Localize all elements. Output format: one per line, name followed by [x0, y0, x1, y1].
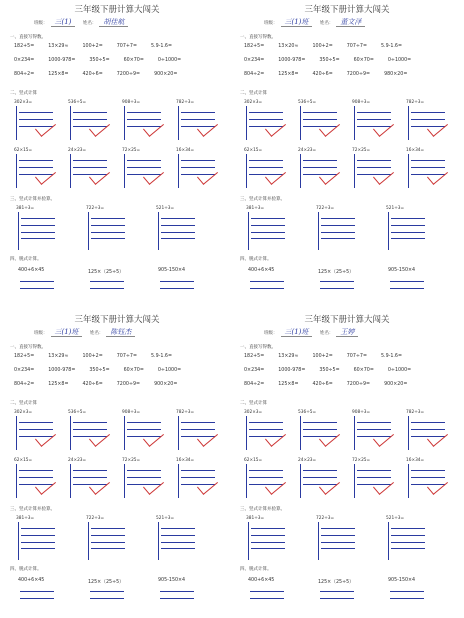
- handwritten-working: [88, 212, 129, 250]
- worksheet: [234, 310, 460, 610]
- vertical-question: 62×15=: [14, 148, 33, 153]
- handwritten-working: [318, 522, 359, 560]
- check-question: 521÷3=: [386, 206, 405, 211]
- section-heading: 一、直接写得数。: [10, 35, 46, 40]
- handwritten-working: [388, 275, 428, 295]
- section-heading: 一、直接写得数。: [10, 345, 46, 350]
- oral-row: [244, 382, 421, 387]
- oral-row: [244, 44, 416, 49]
- oral-question: 420÷6=: [82, 72, 103, 77]
- vertical-question: 16×34=: [176, 458, 195, 463]
- name-label: 姓名：: [319, 21, 334, 26]
- worksheet-title: 三年级下册计算大闯关: [74, 5, 160, 15]
- vertical-question: 16×34=: [406, 148, 425, 153]
- section-heading: 二、竖式计算: [240, 401, 267, 406]
- oral-question: 5.9-1.6=: [381, 354, 403, 359]
- handwritten-working: [388, 522, 429, 560]
- oral-question: 0×234=: [244, 368, 265, 373]
- vertical-question: 24×23=: [68, 458, 87, 463]
- oral-row: [14, 72, 191, 77]
- oral-question: 182+5=: [14, 354, 35, 359]
- handwritten-working: [248, 522, 289, 560]
- oral-question: 0×234=: [14, 58, 35, 63]
- oral-question: 900×20=: [384, 382, 408, 387]
- oral-question: 707÷7=: [116, 354, 137, 359]
- vertical-question: 908÷3=: [122, 410, 141, 415]
- mixed-question: 905-150×4: [388, 578, 416, 583]
- handwritten-working: [248, 585, 288, 605]
- handwritten-working: [18, 275, 58, 295]
- oral-question: 804÷2=: [244, 72, 265, 77]
- name-handwriting: 胡佳航: [99, 18, 128, 27]
- class-label: 班级：: [264, 331, 278, 336]
- vertical-question: 72×25=: [122, 458, 141, 463]
- vertical-question: 24×23=: [68, 148, 87, 153]
- vertical-question: 302×3=: [14, 410, 33, 415]
- name-label: 姓名：: [89, 331, 104, 336]
- handwritten-working: [318, 212, 359, 250]
- vertical-question: 302×3=: [14, 100, 33, 105]
- name-row: [264, 327, 364, 337]
- vertical-question: 72×25=: [352, 148, 371, 153]
- handwritten-working: [318, 585, 358, 605]
- check-question: 722÷3=: [86, 206, 105, 211]
- oral-question: 1000-978=: [48, 368, 76, 373]
- check-question: 722÷3=: [86, 516, 105, 521]
- class-label: 班级：: [34, 21, 48, 26]
- name-handwriting: 陈钰杰: [106, 328, 135, 337]
- handwritten-working: [18, 212, 59, 250]
- oral-question: 182+5=: [244, 44, 265, 49]
- vertical-question: 16×34=: [176, 148, 195, 153]
- oral-question: 0÷1000=: [157, 368, 182, 373]
- oral-question: 5.9-1.6=: [151, 44, 173, 49]
- handwritten-working: [318, 275, 358, 295]
- oral-question: 60×70=: [123, 368, 144, 373]
- section-heading: 二、竖式计算: [10, 91, 37, 96]
- handwritten-working: [388, 585, 428, 605]
- vertical-question: 62×15=: [14, 458, 33, 463]
- vertical-question: 536÷5=: [68, 410, 87, 415]
- handwritten-working: [388, 212, 429, 250]
- name-label: 姓名：: [82, 21, 97, 26]
- oral-question: 0÷1000=: [387, 58, 412, 63]
- name-row: [34, 327, 141, 337]
- section-heading: 三、竖式计算并验算。: [10, 507, 55, 512]
- vertical-question: 72×25=: [352, 458, 371, 463]
- oral-question: 125×8=: [48, 72, 69, 77]
- oral-question: 350÷5=: [89, 58, 110, 63]
- check-question: 521÷3=: [386, 516, 405, 521]
- check-question: 381÷3=: [16, 516, 35, 521]
- oral-question: 0×234=: [14, 368, 35, 373]
- handwritten-working: [248, 275, 288, 295]
- vertical-question: 72×25=: [122, 148, 141, 153]
- vertical-question: 536÷5=: [68, 100, 87, 105]
- oral-question: 1000-978=: [48, 58, 76, 63]
- oral-question: 5.9-1.6=: [151, 354, 173, 359]
- check-question: 521÷3=: [156, 206, 175, 211]
- handwritten-working: [88, 585, 128, 605]
- oral-row: [14, 368, 195, 373]
- oral-row: [14, 58, 195, 63]
- oral-question: 350÷5=: [319, 58, 340, 63]
- oral-question: 13×29≈: [48, 354, 69, 359]
- oral-row: [14, 382, 191, 387]
- oral-question: 100+2=: [312, 354, 333, 359]
- worksheet: [4, 0, 230, 300]
- name-handwriting: 王婷: [336, 328, 358, 337]
- class-label: 班级：: [264, 21, 278, 26]
- oral-question: 350÷5=: [89, 368, 110, 373]
- vertical-question: 24×23=: [298, 458, 317, 463]
- oral-question: 804÷2=: [244, 382, 265, 387]
- oral-question: 420÷6=: [312, 72, 333, 77]
- oral-question: 13×29≈: [48, 44, 69, 49]
- oral-question: 100+2=: [82, 44, 103, 49]
- oral-question: 182+5=: [244, 354, 265, 359]
- worksheet-title: 三年级下册计算大闯关: [304, 315, 390, 325]
- oral-question: 0÷1000=: [387, 368, 412, 373]
- oral-question: 100+2=: [312, 44, 333, 49]
- oral-row: [244, 368, 425, 373]
- oral-row: [244, 354, 416, 359]
- vertical-question: 782÷3=: [176, 410, 195, 415]
- oral-question: 60×70=: [353, 368, 374, 373]
- check-question: 381÷3=: [246, 206, 265, 211]
- name-row: [264, 17, 371, 27]
- oral-question: 980×20=: [384, 72, 408, 77]
- check-question: 722÷3=: [316, 206, 335, 211]
- vertical-question: 302×3=: [244, 410, 263, 415]
- mixed-question: 400+6×45: [248, 578, 275, 583]
- oral-question: 1000-978=: [278, 58, 306, 63]
- vertical-question: 536÷5=: [298, 410, 317, 415]
- oral-question: 900×20=: [154, 382, 178, 387]
- oral-question: 125×8=: [278, 382, 299, 387]
- worksheet-title: 三年级下册计算大闯关: [74, 315, 160, 325]
- mixed-question: 905-150×4: [388, 268, 416, 273]
- oral-question: 60×70=: [353, 58, 374, 63]
- section-heading: 三、竖式计算并验算。: [240, 507, 285, 512]
- handwritten-working: [248, 212, 289, 250]
- oral-question: 420÷6=: [82, 382, 103, 387]
- oral-question: 420÷6=: [312, 382, 333, 387]
- oral-question: 1000-978=: [278, 368, 306, 373]
- check-question: 381÷3=: [16, 206, 35, 211]
- vertical-question: 908÷3=: [352, 410, 371, 415]
- mixed-question: 400+6×45: [18, 268, 45, 273]
- vertical-question: 62×15=: [244, 148, 263, 153]
- oral-question: 5.9-1.6=: [381, 44, 403, 49]
- name-handwriting: 董文泽: [336, 18, 365, 27]
- oral-question: 7200÷9=: [346, 382, 371, 387]
- vertical-question: 782÷3=: [406, 410, 425, 415]
- section-heading: 四、脱式计算。: [10, 257, 42, 262]
- oral-question: 804÷2=: [14, 72, 35, 77]
- handwritten-working: [158, 275, 198, 295]
- class-handwriting: 三(1)班: [281, 18, 313, 27]
- oral-question: 182+5=: [14, 44, 35, 49]
- oral-question: 60×70=: [123, 58, 144, 63]
- oral-row: [14, 354, 186, 359]
- check-question: 381÷3=: [246, 516, 265, 521]
- oral-question: 804÷2=: [14, 382, 35, 387]
- section-heading: 一、直接写得数。: [240, 35, 276, 40]
- section-heading: 四、脱式计算。: [240, 567, 272, 572]
- oral-question: 125×8=: [48, 382, 69, 387]
- vertical-question: 62×15=: [244, 458, 263, 463]
- handwritten-working: [158, 522, 199, 560]
- vertical-question: 16×34=: [406, 458, 425, 463]
- check-question: 521÷3=: [156, 516, 175, 521]
- section-heading: 一、直接写得数。: [240, 345, 276, 350]
- oral-question: 350÷5=: [319, 368, 340, 373]
- section-heading: 二、竖式计算: [240, 91, 267, 96]
- oral-question: 125×8=: [278, 72, 299, 77]
- handwritten-working: [18, 522, 59, 560]
- vertical-question: 908÷3=: [122, 100, 141, 105]
- oral-question: 100+2=: [82, 354, 103, 359]
- oral-question: 7200÷9=: [346, 72, 371, 77]
- mixed-question: 400+6×45: [248, 268, 275, 273]
- section-heading: 三、竖式计算并验算。: [10, 197, 55, 202]
- class-handwriting: 三(1)班: [51, 328, 83, 337]
- worksheet-title: 三年级下册计算大闯关: [304, 5, 390, 15]
- class-label: 班级：: [34, 331, 48, 336]
- mixed-question: 400+6×45: [18, 578, 45, 583]
- vertical-question: 536÷5=: [298, 100, 317, 105]
- section-heading: 四、脱式计算。: [240, 257, 272, 262]
- oral-question: 900×20=: [154, 72, 178, 77]
- oral-row: [244, 72, 421, 77]
- vertical-question: 782÷3=: [406, 100, 425, 105]
- name-label: 姓名：: [319, 331, 334, 336]
- class-handwriting: 三(1)班: [281, 328, 313, 337]
- mixed-question: 905-150×4: [158, 578, 186, 583]
- class-handwriting: 三(1): [51, 18, 76, 27]
- mixed-question: 125×（25÷5）: [318, 580, 354, 585]
- oral-question: 707+7=: [116, 44, 137, 49]
- oral-question: 707÷7=: [346, 354, 367, 359]
- handwritten-working: [88, 275, 128, 295]
- mixed-question: 905-150×4: [158, 268, 186, 273]
- handwritten-working: [18, 585, 58, 605]
- vertical-question: 24×23=: [298, 148, 317, 153]
- vertical-question: 302×3=: [244, 100, 263, 105]
- section-heading: 三、竖式计算并验算。: [240, 197, 285, 202]
- check-question: 722÷3=: [316, 516, 335, 521]
- worksheet: [4, 310, 230, 610]
- oral-question: 0×234=: [244, 58, 265, 63]
- oral-question: 0÷1000=: [157, 58, 182, 63]
- oral-row: [14, 44, 186, 49]
- oral-question: 7200÷9=: [116, 72, 141, 77]
- mixed-question: 125×（25÷5）: [318, 270, 354, 275]
- oral-question: 13×29≈: [278, 354, 299, 359]
- mixed-question: 125×（25÷5）: [88, 580, 124, 585]
- handwritten-working: [158, 212, 199, 250]
- oral-question: 707÷7=: [346, 44, 367, 49]
- worksheet: [234, 0, 460, 300]
- mixed-question: 125×（25÷5）: [88, 270, 124, 275]
- section-heading: 二、竖式计算: [10, 401, 37, 406]
- oral-question: 7200÷9=: [116, 382, 141, 387]
- vertical-question: 908÷3=: [352, 100, 371, 105]
- handwritten-working: [158, 585, 198, 605]
- handwritten-working: [88, 522, 129, 560]
- oral-row: [244, 58, 425, 63]
- oral-question: 13×20≈: [278, 44, 299, 49]
- section-heading: 四、脱式计算。: [10, 567, 42, 572]
- name-row: [34, 17, 134, 27]
- vertical-question: 782÷3=: [176, 100, 195, 105]
